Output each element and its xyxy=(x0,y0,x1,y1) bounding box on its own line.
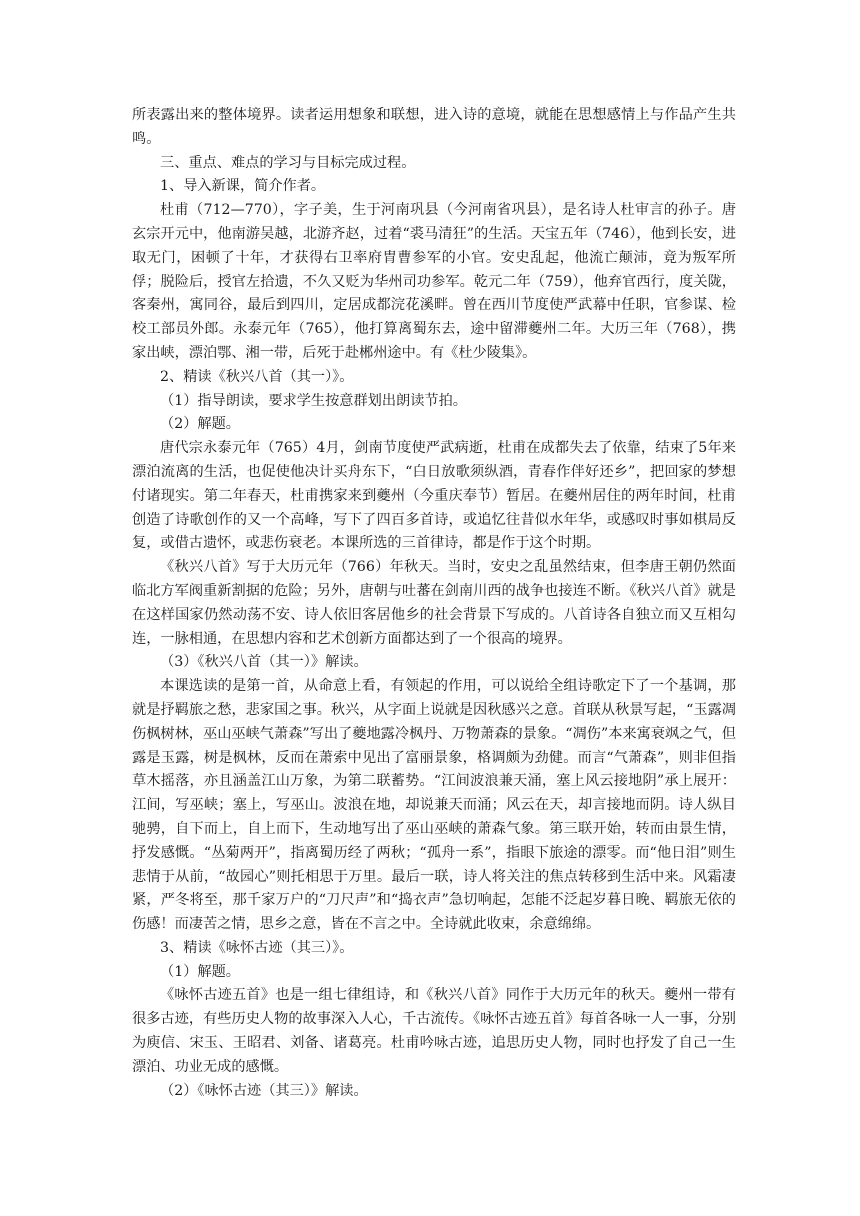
heading-step-three: 3、精读《咏怀古迹（其三）》。 xyxy=(160,939,354,956)
paragraph-intro-continuation: 所表露出来的整体境界。读者运用想象和联想，进入诗的意境，就能在思想感情上与作品产生共鸣。 xyxy=(132,107,736,147)
paragraph-qiuxing-analysis: 本课选读的是第一首，从命意上看，有领起的作用，可以说给全组诗歌定下了一个基调，那就是抒羁旅之愁，悲家国之事。秋兴，从字面上说就是因秋感兴之意。首联从秋景写起，“玉露凋伤枫树林，巫山巫峡气萧森”写出了夔地露冷枫丹、万物萧森的景象。“凋伤”本来寓衰飒之气，但露是玉露，树是枫林，反而在萧索中见出了富丽景象，格调颇为劲健。而言“气萧森”，则非但指草木摇落，亦且涵盖江山万象，为第二联蓄势。“江间波浪兼天涌，塞上风云接地阴”承上展开：江间，写巫峡；塞上，写巫山。波浪在地，却说兼天而涌；风云在天，却言接地而阴。诗人纵目驰骋，自下而上，自上而下，生动地写出了巫山巫峡的萧森气象。第三联开始，转而由景生情，抒发感慨。“丛菊两开”，指离蜀历经了两秋；“孤舟一系”，指眼下旅途的漂零。而“他日泪”则生悲情于从前，“故园心”则托相思于万里。最后一联，诗人将关注的焦点转移到生活中来。风霜凄紧，严冬将至，那千家万户的“刀尺声”和“捣衣声”急切响起，怎能不泛起岁暮日晚、羁旅无依的伤感！而凄苦之情，思乡之意，皆在不言之中。全诗就此收束，余意绵绵。 xyxy=(132,678,736,933)
paragraph-author-bio: 杜甫（712—770），字子美，生于河南巩县（今河南省巩县），是名诗人杜审言的孙子。唐玄宗开元中，他南游吴越，北游齐赵，过着“裘马清狂”的生活。天宝五年（746），他到长安，进取无门，困顿了十年，才获得右卫率府胄曹参军的小官。安史乱起，他流亡颠沛，竟为叛军所俘；脱险后，授官左拾遗，不久又贬为华州司功参军。乾元二年（759），他弃官西行，度关陇，客秦州，寓同谷，最后到四川，定居成都浣花溪畔。曾在西川节度使严武幕中任职，官参谋、检校工部员外郎。永泰元年（765），他打算离蜀东去，途中留滞夔州二年。大历三年（768），携家出峡，漂泊鄂、湘一带，后死于赴郴州途中。有《杜少陵集》。 xyxy=(132,202,736,361)
subheading-title-explanation: （2）解题。 xyxy=(160,416,240,433)
paragraph-background: 唐代宗永泰元年（765）4月，剑南节度使严武病逝，杜甫在成都失去了依靠，结束了5年来漂泊流离的生活，也促使他决计买舟东下，“白日放歌须纵酒，青春作伴好还乡”，把回家的梦想付诸现实。第二年春天，杜甫携家来到夔州（今重庆奉节）暂居。在夔州居住的两年时间，杜甫创造了诗歌创作的又一个高峰，写下了四百多首诗，或追忆往昔似水年华，或感叹时事如棋局反复，或借古遗怀，或悲伤衰老。本课所选的三首律诗，都是作于这个时期。 xyxy=(132,440,736,552)
heading-step-one: 1、导入新课，简介作者。 xyxy=(160,178,326,195)
heading-section-three: 三、重点、难点的学习与目标完成过程。 xyxy=(160,154,416,171)
subheading-yonghuai-title: （1）解题。 xyxy=(160,963,240,980)
heading-step-two: 2、精读《秋兴八首（其一）》。 xyxy=(160,368,354,385)
paragraph-yonghuai-context: 《咏怀古迹五首》也是一组七律组诗，和《秋兴八首》同作于大历元年的秋天。夔州一带有很多古迹，有些历史人物的故事深入人心，千古流传。《咏怀古迹五首》每首各咏一人一事，分别为庾信、宋玉、王昭君、刘备、诸葛亮。杜甫吟咏古迹，追思历史人物，同时也抒发了自己一生漂泊、功业无成的感慨。 xyxy=(132,987,736,1075)
paragraph-qiuxing-context: 《秋兴八首》写于大历元年（766）年秋天。当时，安史之乱虽然结束，但李唐王朝仍然面临北方军阀重新割据的危险；另外，唐朝与吐蕃在剑南川西的战争也接连不断。《秋兴八首》就是在这样国家仍然动荡不安、诗人依旧客居他乡的社会背景下写成的。八首诗各自独立而又互相勾连，一脉相通，在思想内容和艺术创新方面都达到了一个很高的境界。 xyxy=(132,559,736,647)
document-body xyxy=(132,104,736,1103)
subheading-reading-guide: （1）指导朗读，要求学生按意群划出朗读节拍。 xyxy=(160,392,467,409)
subheading-qiuxing-reading: （3）《秋兴八首（其一）》解读。 xyxy=(160,654,368,671)
subheading-yonghuai-reading: （2）《咏怀古迹（其三）》解读。 xyxy=(160,1082,368,1099)
